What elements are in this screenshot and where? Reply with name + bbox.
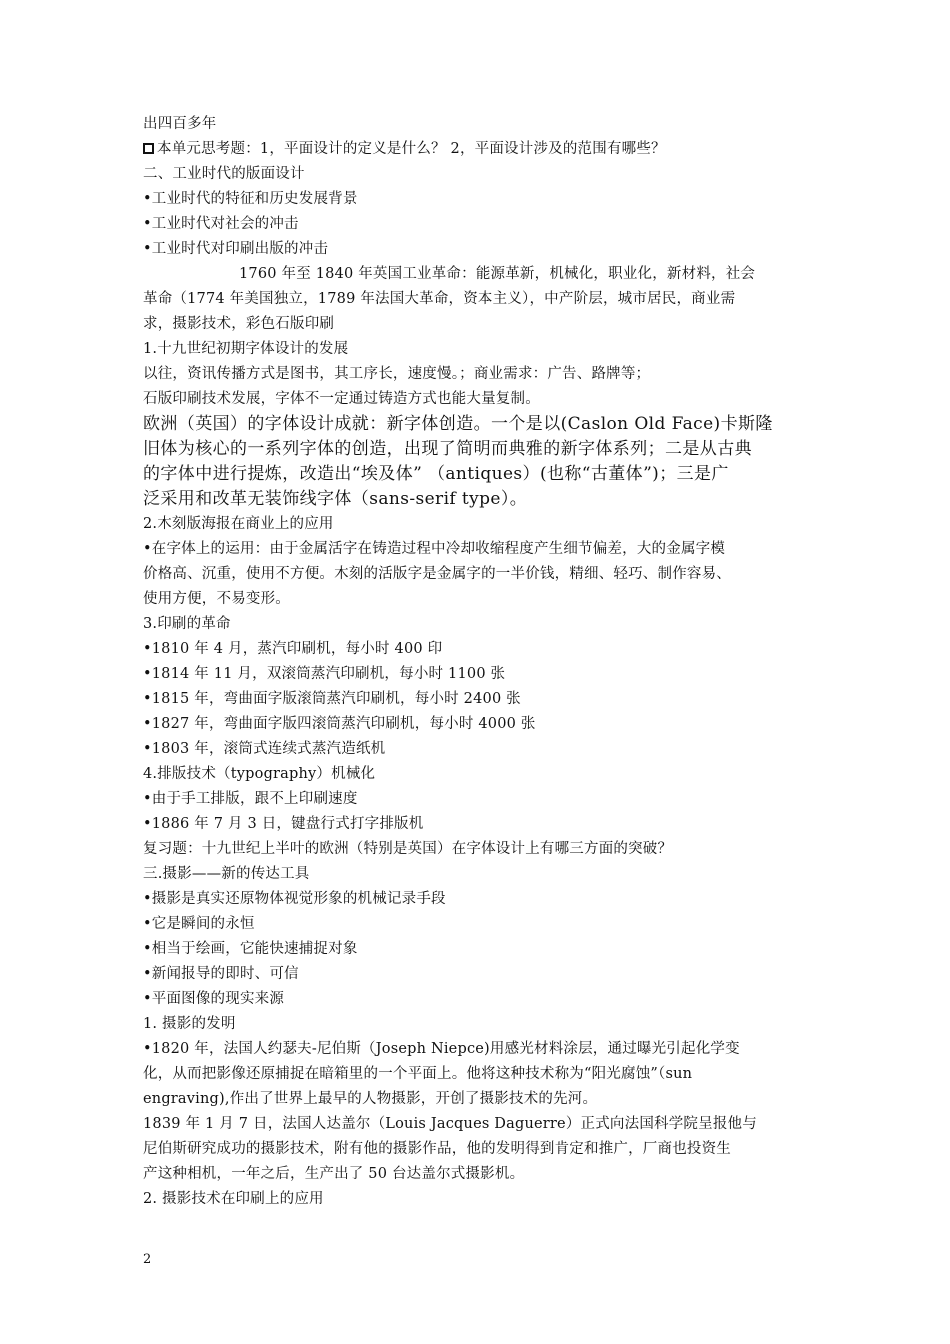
bullet-item: •在字体上的运用：由于金属活字在铸造过程中冷却收缩程度产生细节偏差，大的金属字模 bbox=[143, 541, 726, 557]
bullet-item: •1810 年 4 月，蒸汽印刷机，每小时 400 印 bbox=[143, 641, 443, 657]
bullet-item: •工业时代的特征和历史发展背景 bbox=[143, 191, 358, 207]
text-line: 求，摄影技术，彩色石版印刷 bbox=[143, 316, 335, 332]
review-question: 复习题：十九世纪上半叶的欧洲（特别是英国）在字体设计上有哪三方面的突破？ bbox=[143, 841, 673, 857]
subsection-heading: 1.十九世纪初期字体设计的发展 bbox=[143, 341, 349, 357]
bullet-item: •1827 年，弯曲面字版四滚筒蒸汽印刷机，每小时 4000 张 bbox=[143, 716, 536, 732]
text-line: 泛采用和改革无装饰线字体（sans-serif type）。 bbox=[143, 489, 528, 509]
bullet-item: •1886 年 7 月 3 日，键盘行式打字排版机 bbox=[143, 816, 424, 832]
subsection-heading: 4.排版技术（typography）机械化 bbox=[143, 766, 376, 782]
text-line: 1760 年至 1840 年英国工业革命：能源革新，机械化，职业化，新材料，社会 bbox=[239, 266, 756, 282]
bullet-item: •1803 年，滚筒式连续式蒸汽造纸机 bbox=[143, 741, 386, 757]
text-line: 化，从而把影像还原捕捉在暗箱里的一个平面上。他将这种技术称为“阳光腐蚀”（sun bbox=[143, 1066, 693, 1082]
subsection-heading: 2. 摄影技术在印刷上的应用 bbox=[143, 1191, 324, 1207]
text-line: 革命（1774 年美国独立，1789 年法国大革命，资本主义），中产阶层，城市居民，商业需 bbox=[143, 291, 736, 307]
text-line: 使用方便，不易变形。 bbox=[143, 591, 290, 607]
text-line: 产这种相机，一年之后，生产出了 50 台达盖尔式摄影机。 bbox=[143, 1166, 525, 1182]
checkbox-square-icon bbox=[143, 143, 154, 154]
text-line: 1839 年 1 月 7 日，法国人达盖尔（Louis Jacques Daguerre）正式向法国科学院呈报他与 bbox=[143, 1116, 757, 1132]
page-number: 2 bbox=[143, 1252, 152, 1267]
text-line: 价格高、沉重，使用不方便。木刻的活版字是金属字的一半价钱，精细、轻巧、制作容易、 bbox=[143, 566, 731, 582]
text-line: 尼伯斯研究成功的摄影技术，附有他的摄影作品，他的发明得到肯定和推广，厂商也投资生 bbox=[143, 1141, 731, 1157]
text-line: 旧体为核心的一系列字体的创造，出现了简明而典雅的新字体系列；二是从古典 bbox=[143, 439, 752, 459]
text-line: 出四百多年 bbox=[143, 116, 217, 132]
review-question-line: 本单元思考题：1，平面设计的定义是什么？ 2，平面设计涉及的范围有哪些？ bbox=[143, 137, 813, 162]
bullet-item: •摄影是真实还原物体视觉形象的机械记录手段 bbox=[143, 891, 446, 907]
text-line: 以往，资讯传播方式是图书，其工序长，速度慢。；商业需求：广告、路牌等； bbox=[143, 366, 651, 382]
text-line: engraving),作出了世界上最早的人物摄影，开创了摄影技术的先河。 bbox=[143, 1091, 598, 1107]
bullet-item: •1820 年，法国人约瑟夫-尼伯斯（Joseph Niepce)用感光材料涂层，通过曝光引起化学变 bbox=[143, 1041, 740, 1057]
section-heading: 二、工业时代的版面设计 bbox=[143, 166, 305, 182]
bullet-item: •工业时代对印刷出版的冲击 bbox=[143, 241, 329, 257]
section-heading: 三.摄影——新的传达工具 bbox=[143, 866, 310, 882]
text-line: 欧洲（英国）的字体设计成就：新字体创造。一个是以(Caslon Old Face)卡斯隆 bbox=[143, 414, 773, 434]
bullet-item: •新闻报导的即时、可信 bbox=[143, 966, 299, 982]
bullet-item: •它是瞬间的永恒 bbox=[143, 916, 255, 932]
bullet-item: •1815 年，弯曲面字版滚筒蒸汽印刷机，每小时 2400 张 bbox=[143, 691, 521, 707]
bullet-item: •1814 年 11 月，双滚筒蒸汽印刷机，每小时 1100 张 bbox=[143, 666, 506, 682]
subsection-heading: 1. 摄影的发明 bbox=[143, 1016, 236, 1032]
subsection-heading: 2.木刻版海报在商业上的应用 bbox=[143, 516, 334, 532]
bullet-item: •平面图像的现实来源 bbox=[143, 991, 285, 1007]
bullet-item: •工业时代对社会的冲击 bbox=[143, 216, 299, 232]
subsection-heading: 3.印刷的革命 bbox=[143, 616, 231, 632]
bullet-item: •由于手工排版，跟不上印刷速度 bbox=[143, 791, 358, 807]
text-line: 的字体中进行提炼，改造出“埃及体” （antiques）(也称“古董体”)；三是广 bbox=[143, 464, 729, 484]
text-line: 石版印刷技术发展，字体不一定通过铸造方式也能大量复制。 bbox=[143, 391, 540, 407]
bullet-item: •相当于绘画，它能快速捕捉对象 bbox=[143, 941, 358, 957]
document-body bbox=[143, 112, 813, 1212]
